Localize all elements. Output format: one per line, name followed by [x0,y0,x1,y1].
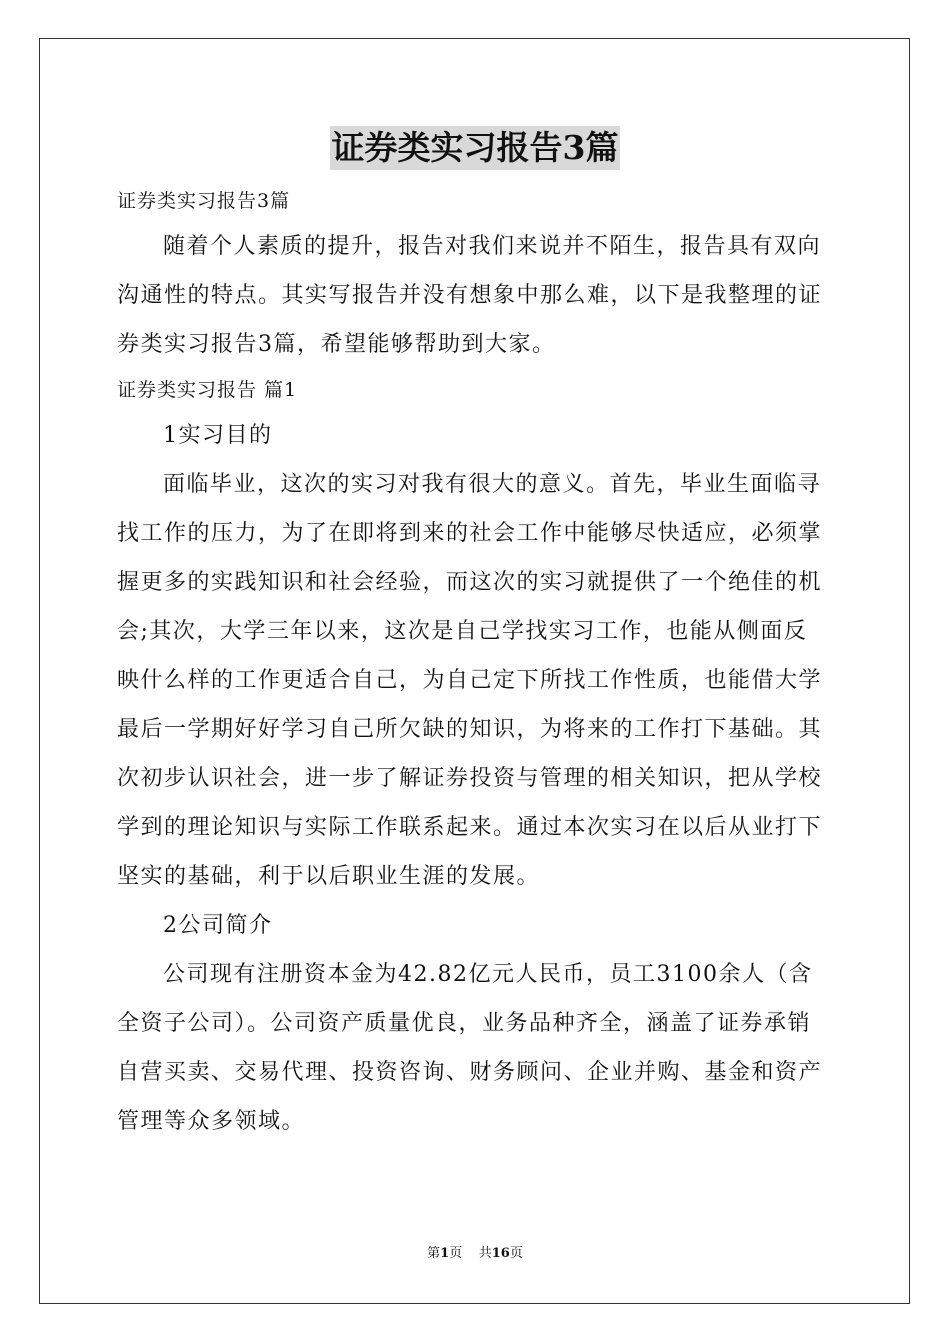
paragraph-line: 找工作的压力，为了在即将到来的社会工作中能够尽快适应，必须掌 [117,521,823,546]
paragraph-line: 随着个人素质的提升，报告对我们来说并不陌生，报告具有双向 [163,234,822,259]
subtitle-line: 证券类实习报告3篇 [117,190,291,212]
paragraph-line: 会;其次，大学三年以来，这次是自己学找实习工作，也能从侧面反 [117,619,808,644]
title-wrap [0,126,950,170]
paragraph-line: 学到的理论知识与实际工作联系起来。通过本次实习在以后从业打下 [117,815,823,840]
paragraph-line: 次初步认识社会，进一步了解证券投资与管理的相关知识，把从学校 [117,766,823,791]
total-pages: 16 [491,1246,510,1261]
paragraph-line: 面临毕业，这次的实习对我有很大的意义。首先，毕业生面临寻 [163,472,822,497]
subsection-heading: 1实习目的 [163,423,273,448]
page-prefix: 第 [427,1246,441,1261]
paragraph-line: 券类实习报告3篇，希望能够帮助到大家。 [117,332,556,357]
document-title: 证券类实习报告3篇 [330,126,621,170]
page-footer [0,1244,950,1264]
paragraph-line: 全资子公司）。公司资产质量优良，业务品种齐全，涵盖了证券承销 [117,1011,812,1036]
paragraph-line: 最后一学期好好学习自己所欠缺的知识，为将来的工作打下基础。其 [117,717,823,742]
paragraph-line: 握更多的实践知识和社会经验，而这次的实习就提供了一个绝佳的机 [117,570,823,595]
paragraph-line: 管理等众多领域。 [117,1109,306,1134]
paragraph-line: 公司现有注册资本金为42.82亿元人民币，员工3100余人（含 [163,962,813,987]
paragraph-line: 坚实的基础，利于以后职业生涯的发展。 [117,864,541,889]
section-heading: 证券类实习报告 篇1 [117,379,298,401]
paragraph-line: 沟通性的特点。其实写报告并没有想象中那么难，以下是我整理的证 [117,283,823,308]
total-suffix: 页 [509,1246,523,1261]
subsection-heading: 2公司简介 [163,913,273,938]
total-prefix: 共 [478,1246,492,1261]
paragraph-line: 自营买卖、交易代理、投资咨询、财务顾问、企业并购、基金和资产 [117,1060,823,1085]
document-body [117,180,835,1146]
page-number: 1 [440,1246,450,1261]
page-suffix: 页 [449,1246,463,1261]
paragraph-line: 映什么样的工作更适合自己，为自己定下所找工作性质，也能借大学 [117,668,823,693]
